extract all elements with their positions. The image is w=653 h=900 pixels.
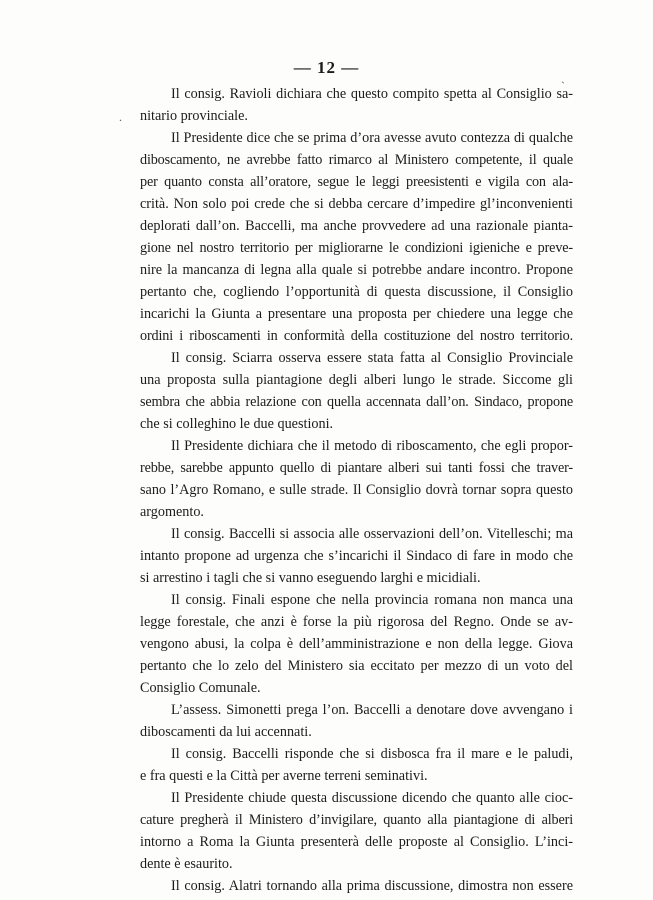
text-line: Il consig. Finali espone che nella provincia romana non manca una (171, 592, 573, 608)
body-text (140, 83, 573, 897)
text-line: pertanto che, cogliendo l’opportunità di questa discussione, il Consiglio (140, 284, 573, 300)
text-line: diboscamento, ne avrebbe fatto rimarco al Ministero competente, il quale (140, 152, 573, 168)
text-line: deplorati dall’on. Baccelli, ma anche provvedere ad una razionale pianta- (140, 218, 573, 234)
text-line: Il Presidente dichiara che il metodo di riboscamento, che egli propor- (171, 438, 573, 454)
text-line: per quanto consta all’oratore, segue le leggi preesistenti e vigila con ala- (140, 174, 573, 190)
text-line: nire la mancanza di legna alla quale si potrebbe andare incontro. Propone (140, 262, 573, 278)
text-line: sembra che abbia relazione con quella accennata dall’on. Sindaco, propone (140, 394, 573, 410)
text-line: pertanto che lo zelo del Ministero sia eccitato per mezzo di un voto del (140, 658, 573, 674)
text-line: Consiglio Comunale. (140, 680, 261, 696)
text-line: Il consig. Baccelli si associa alle osservazioni dell’on. Vitelleschi; ma (171, 526, 573, 542)
text-line: cature pregherà il Ministero d’invigilare, quanto alla piantagione di alberi (140, 812, 573, 828)
text-line: gione nel nostro territorio per migliorarne le condizioni igieniche e preve- (140, 240, 573, 256)
text-line: ordini i riboscamenti in conformità della costituzione del nostro territorio. (140, 328, 573, 344)
text-line: dente è esaurito. (140, 856, 233, 872)
text-line: si arrestino i tagli che si vanno eseguendo larghi e micidiali. (140, 570, 481, 586)
stray-mark: . (119, 110, 122, 124)
text-line: crità. Non solo poi crede che si debba cercare d’impedire gl’inconvenienti (140, 196, 573, 212)
text-line: e fra questi e la Città per averne terreni seminativi. (140, 768, 428, 784)
text-line: argomento. (140, 504, 204, 520)
text-line: incarichi la Giunta a presentare una proposta per chiedere una legge che (140, 306, 573, 322)
text-line: Il consig. Alatri tornando alla prima discussione, dimostra non essere (171, 878, 573, 894)
stray-mark: ˎ (561, 70, 565, 84)
text-line: Il consig. Baccelli risponde che si disbosca fra il mare e le paludi, (171, 746, 573, 762)
page-number: — 12 — (293, 58, 360, 77)
text-line: nitario provinciale. (140, 108, 248, 124)
text-line: Il consig. Ravioli dichiara che questo compito spetta al Consiglio sa- (171, 86, 573, 102)
text-line: intorno a Roma la Giunta presenterà delle proposte al Consiglio. L’inci- (140, 834, 573, 850)
text-line: intanto propone ad urgenza che s’incarichi il Sindaco di fare in modo che (140, 548, 573, 564)
text-line: L’assess. Simonetti prega l’on. Baccelli a denotare dove avvengano i (171, 702, 573, 718)
text-line: Il Presidente dice che se prima d’ora avesse avuto contezza di qualche (171, 130, 573, 146)
text-line: diboscamenti da lui accennati. (140, 724, 312, 740)
text-line: rebbe, sarebbe appunto quello di piantare alberi sui tanti fossi che traver- (140, 460, 573, 476)
text-line: una proposta sulla piantagione degli alberi lungo le strade. Siccome gli (140, 372, 573, 388)
text-line: vengono abusi, la colpa è dell’amministrazione e non della legge. Giova (140, 636, 573, 652)
text-line: legge forestale, che anzi è forse la più rigorosa del Regno. Onde se av- (140, 614, 573, 630)
text-line: sano l’Agro Romano, e sulle strade. Il Consiglio dovrà tornar sopra questo (140, 482, 573, 498)
text-line: Il consig. Sciarra osserva essere stata fatta al Consiglio Provinciale (171, 350, 573, 366)
text-line: Il Presidente chiude questa discussione dicendo che quanto alle cioc- (171, 790, 573, 806)
text-line: che si colleghino le due questioni. (140, 416, 334, 432)
